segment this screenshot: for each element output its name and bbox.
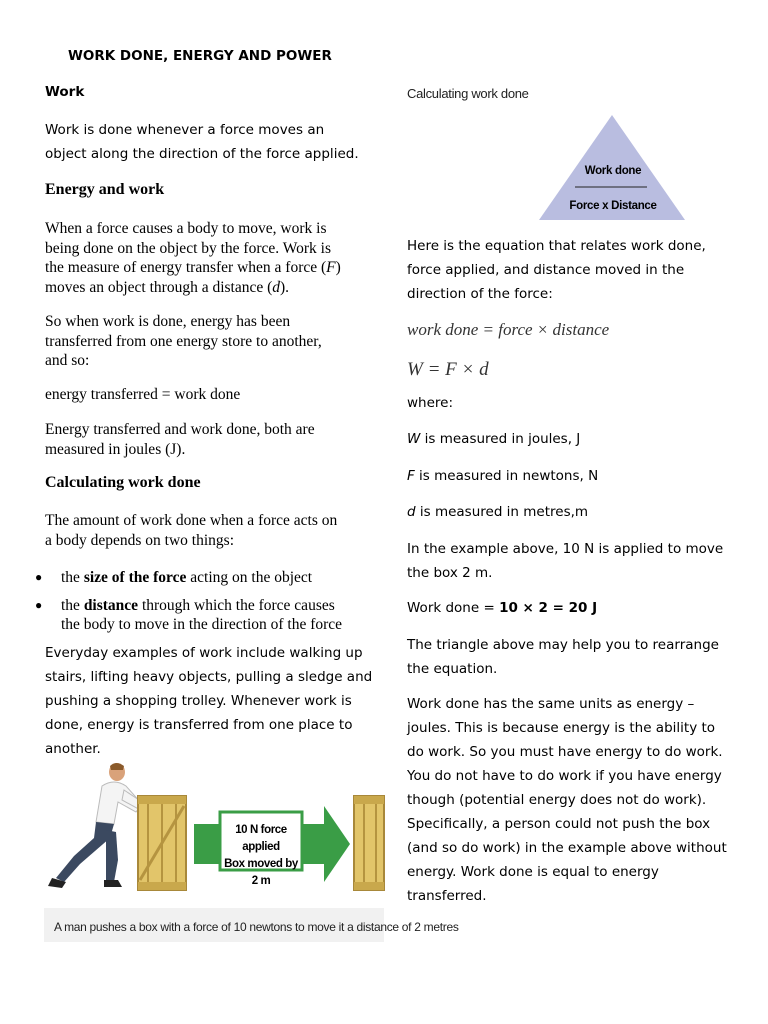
text-line: joules. This is because energy is the ability to [407, 720, 716, 736]
work-done-calculation [407, 600, 597, 616]
text-line: Everyday examples of work include walking up [45, 645, 363, 661]
bullet-bold: distance [83, 596, 139, 614]
man-figure [48, 763, 152, 888]
bullet-text: the [61, 596, 84, 614]
bullet-text: the body to move in the direction of the force [61, 616, 343, 633]
text-line: another. [45, 741, 101, 757]
energy-equation-text: energy transferred = work done [45, 386, 241, 403]
text-line: transferred from one energy store to another, [45, 332, 322, 350]
list-item [35, 596, 375, 635]
text-line: Work done has the same units as energy – [407, 696, 695, 712]
symbol: F [407, 468, 415, 484]
text-line: the equation. [407, 661, 498, 677]
bullet-text: acting on the object [186, 569, 313, 586]
triangle-top-label: Work done [584, 165, 642, 177]
text-line: energy. Work done is equal to energy [407, 864, 659, 880]
factors-list [35, 568, 375, 643]
text-line: Specifically, a person could not push the box [407, 816, 711, 832]
example-paragraph [407, 537, 723, 585]
equation-intro [407, 234, 706, 306]
symbol: W [407, 431, 421, 447]
calc-text: Work done = [407, 600, 500, 616]
list-item [35, 568, 375, 588]
text-line: When a force causes a body to move, work is [45, 220, 327, 237]
text-line: In the example above, 10 N is applied to move [407, 541, 724, 557]
wooden-box-end [354, 796, 384, 890]
text-line: do work. So you must have energy to do work. [407, 744, 723, 760]
equation-words: work done = force × distance [407, 320, 610, 339]
definition-text: is measured in metres,m [415, 504, 589, 520]
page-title: WORK DONE, ENERGY AND POWER [68, 48, 332, 64]
bullet-icon: ● [35, 597, 43, 612]
text-line: force applied, and distance moved in the [407, 262, 685, 278]
calculating-heading: Calculating work done [45, 474, 201, 491]
text-line: and so: [45, 352, 90, 369]
bullet-icon: ● [35, 570, 43, 584]
text-line: the measure of energy transfer when a force (F) [45, 259, 341, 276]
symbol: d [407, 504, 416, 520]
energy-paragraph-3 [45, 420, 315, 459]
arrow-label-line: 10 N force applied [235, 824, 287, 853]
text-line: (and so do work) in the example above without [407, 840, 727, 856]
triangle-bottom-label: Force x Distance [569, 200, 657, 212]
triangle-help-paragraph [407, 633, 719, 681]
text-line: You do not have to do work if you have energy [407, 768, 722, 784]
definition-text: is measured in newtons, N [414, 468, 599, 484]
bullet-bold: size of the force [83, 569, 187, 586]
arrow-label [220, 822, 302, 890]
text-line: being done on the object by the force. Work is [45, 239, 332, 257]
triangle-figure-title: Calculating work done [407, 86, 529, 101]
text-line: done, energy is transferred from one place to [45, 717, 353, 733]
text-line: direction of the force: [407, 286, 553, 302]
text-line: the box 2 m. [407, 565, 493, 581]
text-line: moves an object through a distance (d). [45, 278, 290, 296]
text-line: stairs, lifting heavy objects, pulling a sledge and [45, 669, 373, 685]
units-paragraph [407, 692, 727, 908]
text-line: a body depends on two things: [45, 531, 234, 549]
text-line: The triangle above may help you to rearrange [407, 637, 719, 653]
definition-text: is measured in joules, J [420, 431, 581, 447]
work-heading: Work [45, 84, 85, 100]
work-paragraph [45, 118, 359, 166]
man-pushing-box-illustration [44, 760, 386, 910]
equation-symbols: W = F × d [407, 359, 489, 380]
calculating-paragraph [45, 511, 337, 550]
energy-paragraph-1 [45, 219, 341, 297]
wooden-box-start [138, 796, 186, 890]
text-line: measured in joules (J). [45, 440, 186, 458]
where-label: where: [407, 395, 454, 411]
f-definition [407, 468, 598, 484]
calc-result: 10 × 2 = 20 J [499, 600, 598, 616]
text-line: transferred. [407, 888, 487, 904]
bullet-text: the [61, 569, 84, 586]
figure-caption: A man pushes a box with a force of 10 newtons to move it a distance of 2 metres [54, 920, 459, 934]
w-definition [407, 431, 580, 447]
energy-heading: Energy and work [45, 181, 165, 198]
d-definition [407, 504, 588, 520]
bullet-text: through which the force causes [138, 596, 335, 614]
examples-paragraph [45, 641, 372, 761]
work-text-line: object along the direction of the force applied. [45, 146, 359, 162]
text-line: Energy transferred and work done, both are [45, 421, 315, 438]
text-line: The amount of work done when a force acts on [45, 512, 338, 529]
energy-paragraph-2 [45, 312, 322, 371]
text-line: though (potential energy does not do work). [407, 792, 707, 808]
arrow-label-line: Box moved by 2 m [224, 858, 298, 887]
work-text-line: Work is done whenever a force moves an [45, 122, 325, 138]
text-line: Here is the equation that relates work done, [407, 238, 706, 254]
text-line: So when work is done, energy has been [45, 313, 291, 330]
text-line: pushing a shopping trolley. Whenever work is [45, 693, 352, 709]
